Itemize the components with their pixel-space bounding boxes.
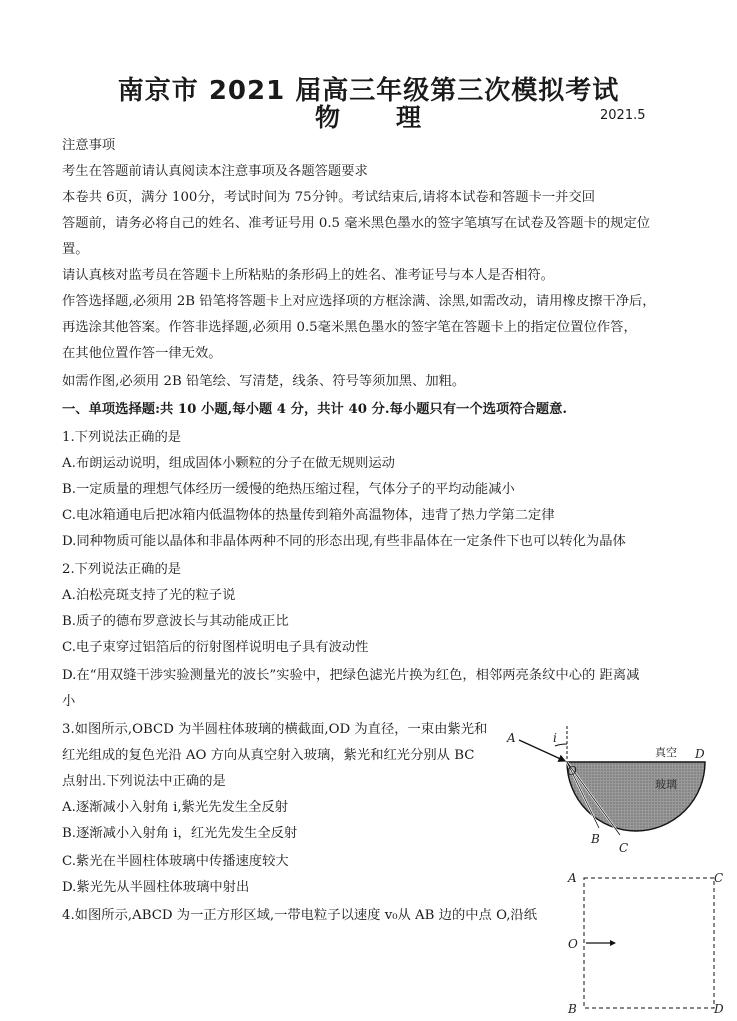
option-c: C.电冰箱通电后把冰箱内低温物体的热量传到箱外高温物体，违背了热力学第二定律 <box>62 508 555 523</box>
notes-line: 在其他位置作答一律无效。 <box>62 346 222 361</box>
label-b: B <box>591 832 600 846</box>
option-b: B.质子的德布罗意波长与其动能成正比 <box>62 614 289 629</box>
exam-date: 2021.5 <box>600 108 646 123</box>
notes-line: 答题前，请务必将自己的姓名、准考证号用 0.5 毫米黑色墨水的签字笔填写在试卷及答题卡的规定位 <box>62 216 651 231</box>
option-a: A.逐渐减小入射角 i,紫光先发生全反射 <box>62 800 288 815</box>
label-vacuum: 真空 <box>655 746 677 759</box>
question-stem: 1.下列说法正确的是 <box>62 430 182 445</box>
option-d: D.紫光先从半圆柱体玻璃中射出 <box>62 880 250 895</box>
label-d: D <box>695 747 705 761</box>
section-heading: 一、单项选择题:共 10 小题,每小题 4 分，共计 40 分.每小题只有一个选项符合题意. <box>62 402 568 417</box>
label-glass: 玻璃 <box>655 778 677 791</box>
label-o: O <box>568 937 578 951</box>
semicircle-glass-figure <box>505 718 715 868</box>
label-i: i <box>553 731 557 745</box>
incident-ray <box>519 740 565 761</box>
question-stem: 点射出.下列说法中正确的是 <box>62 774 226 789</box>
notes-heading: 注意事项 <box>62 138 116 153</box>
label-b: B <box>568 1002 577 1016</box>
option-b: B.逐渐减小入射角 i，红光先发生全反射 <box>62 826 298 841</box>
label-c: C <box>619 841 629 855</box>
glass-body <box>567 762 705 831</box>
option-d-continued: 小 <box>62 694 76 709</box>
option-c: C.紫光在半圆柱体玻璃中传播速度较大 <box>62 854 289 869</box>
question-stem: 4.如图所示,ABCD 为一正方形区域,一带电粒子以速度 v₀从 AB 边的中点 O,沿纸 <box>62 908 538 923</box>
exam-title: 南京市 2021 届高三年级第三次模拟考试 <box>117 76 620 106</box>
option-d: D.在“用双缝干涉实验测量光的波长”实验中，把绿色滤光片换为红色，相邻两亮条纹中心的 距离减 <box>62 668 640 683</box>
label-a: A <box>568 871 577 885</box>
option-a: A.布朗运动说明，组成固体小颗粒的分子在做无规则运动 <box>62 456 395 471</box>
notes-line: 本卷共 6页，满分 100分，考试时间为 75分钟。考试结束后,请将本试卷和答题卡一并交回 <box>62 190 596 205</box>
notes-line: 请认真核对监考员在答题卡上所粘贴的条形码上的姓名、准考证号与本人是否相符。 <box>62 268 554 283</box>
notes-line: 作答选择题,必须用 2B 铅笔将答题卡上对应选择项的方框涂满、涂黑,如需改动，请用橡皮擦干净后， <box>62 294 656 309</box>
exam-subject: 物 理 <box>315 103 424 132</box>
option-b: B.一定质量的理想气体经历一缓慢的绝热压缩过程，气体分子的平均动能减小 <box>62 482 515 497</box>
question-stem: 2.下列说法正确的是 <box>62 562 182 577</box>
option-c: C.电子束穿过铝箔后的衍射图样说明电子具有波动性 <box>62 640 369 655</box>
option-d: D.同种物质可能以晶体和非晶体两种不同的形态出现,有些非晶体在一定条件下也可以转化为晶体 <box>62 534 626 549</box>
label-d: D <box>714 1002 724 1016</box>
notes-line: 考生在答题前请认真阅读本注意事项及各题答题要求 <box>62 164 368 179</box>
square-region-figure <box>560 868 730 1018</box>
label-o: O <box>567 764 577 778</box>
option-a: A.泊松亮斑支持了光的粒子说 <box>62 588 236 603</box>
question-stem: 3.如图所示,OBCD 为半圆柱体玻璃的横截面,OD 为直径，一束由紫光和 <box>62 722 488 737</box>
label-a: A <box>507 731 516 745</box>
notes-line: 置。 <box>62 242 89 257</box>
question-stem: 红光组成的复色光沿 AO 方向从真空射入玻璃，紫光和红光分别从 BC <box>62 748 475 763</box>
notes-line: 如需作图,必须用 2B 铅笔绘、写清楚，线条、符号等须加黑、加粗。 <box>62 374 466 389</box>
notes-line: 再选涂其他答案。作答非选择题,必须用 0.5毫米黑色墨水的签字笔在答题卡上的指定位置位作答， <box>62 320 637 335</box>
label-c: C <box>714 871 724 885</box>
